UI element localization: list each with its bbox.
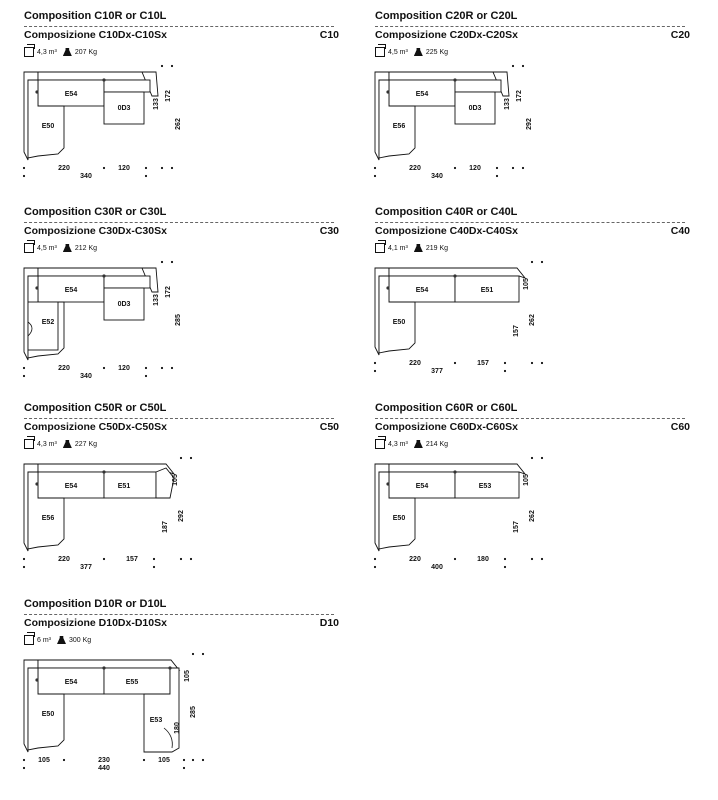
volume-icon bbox=[24, 635, 34, 645]
composition-subtitle: Composizione D10Dx-D10Sx bbox=[24, 617, 167, 629]
dimension-dot bbox=[180, 457, 182, 459]
dimension-dot bbox=[192, 653, 194, 655]
dimension-dot bbox=[374, 167, 376, 169]
dimension-label: 105 bbox=[523, 474, 530, 486]
dimension-dot bbox=[23, 566, 25, 568]
specs-row bbox=[24, 47, 97, 57]
divider bbox=[24, 26, 334, 27]
dimension-dot bbox=[171, 367, 173, 369]
composition-block bbox=[375, 402, 690, 592]
module-label: E54 bbox=[415, 483, 429, 490]
composition-title: Composition C30R or C30L bbox=[24, 206, 167, 218]
joint-marker bbox=[386, 286, 389, 289]
dimension-label: 120 bbox=[118, 165, 130, 172]
floor-plan bbox=[375, 62, 575, 197]
joint-marker bbox=[102, 666, 105, 669]
joint-marker bbox=[35, 286, 38, 289]
dimension-label: 187 bbox=[162, 521, 169, 533]
specs-row bbox=[24, 635, 91, 645]
weight-value: 214 Kg bbox=[425, 440, 449, 448]
composition-code: C10 bbox=[319, 29, 339, 41]
dimension-dot bbox=[531, 362, 533, 364]
dimension-label: 172 bbox=[165, 90, 172, 102]
composition-code: C20 bbox=[670, 29, 690, 41]
composition-block bbox=[24, 10, 339, 200]
dimension-label: 262 bbox=[529, 510, 536, 522]
dimension-dot bbox=[531, 261, 533, 263]
composition-subtitle: Composizione C10Dx-C10Sx bbox=[24, 29, 167, 41]
module-label: E56 bbox=[41, 515, 55, 522]
volume-value: 6 m³ bbox=[37, 636, 51, 644]
dimension-dot bbox=[23, 767, 25, 769]
dimension-dot bbox=[192, 759, 194, 761]
dimension-label: 340 bbox=[80, 173, 92, 180]
dimension-dot bbox=[496, 167, 498, 169]
dimension-dot bbox=[541, 558, 543, 560]
composition-title: Composition C60R or C60L bbox=[375, 402, 518, 414]
module-label: E53 bbox=[149, 717, 163, 724]
composition-block bbox=[375, 10, 690, 200]
joint-marker bbox=[453, 274, 456, 277]
volume-icon bbox=[24, 439, 34, 449]
dimension-dot bbox=[23, 375, 25, 377]
joint-marker bbox=[102, 470, 105, 473]
weight-value: 225 Kg bbox=[425, 48, 449, 56]
divider bbox=[24, 222, 334, 223]
dimension-label: 220 bbox=[58, 165, 70, 172]
composition-block bbox=[24, 206, 339, 396]
module-label: E54 bbox=[64, 287, 78, 294]
module-label: E56 bbox=[392, 123, 406, 130]
joint-marker bbox=[102, 78, 105, 81]
dimension-dot bbox=[23, 759, 25, 761]
dimension-dot bbox=[496, 175, 498, 177]
volume-value: 4,5 m³ bbox=[388, 48, 408, 56]
dimension-dot bbox=[374, 558, 376, 560]
dimension-label: 262 bbox=[175, 118, 182, 130]
composition-block bbox=[24, 598, 339, 788]
dimension-label: 377 bbox=[431, 368, 443, 375]
weight-icon bbox=[63, 244, 72, 252]
dimension-dot bbox=[454, 167, 456, 169]
dimension-dot bbox=[541, 261, 543, 263]
volume-icon bbox=[375, 47, 385, 57]
module-label: 0D3 bbox=[468, 105, 482, 112]
dimension-label: 105 bbox=[158, 757, 170, 764]
module-label: E54 bbox=[64, 91, 78, 98]
composition-subtitle: Composizione C20Dx-C20Sx bbox=[375, 29, 518, 41]
dimension-dot bbox=[504, 362, 506, 364]
dimension-dot bbox=[103, 167, 105, 169]
specs-row bbox=[375, 243, 448, 253]
module-label: 0D3 bbox=[117, 105, 131, 112]
sofa-module bbox=[104, 80, 150, 92]
composition-code: C50 bbox=[319, 421, 339, 433]
floor-plan bbox=[24, 650, 224, 785]
dimension-dot bbox=[531, 457, 533, 459]
dimension-dot bbox=[153, 566, 155, 568]
dimension-dot bbox=[454, 558, 456, 560]
volume-value: 4,5 m³ bbox=[37, 244, 57, 252]
dimension-label: 230 bbox=[98, 757, 110, 764]
dimension-label: 220 bbox=[409, 556, 421, 563]
joint-marker bbox=[453, 470, 456, 473]
dimension-label: 262 bbox=[529, 314, 536, 326]
joint-marker bbox=[102, 274, 105, 277]
module-label: E51 bbox=[480, 287, 494, 294]
dimension-label: 157 bbox=[513, 521, 520, 533]
dimension-dot bbox=[180, 558, 182, 560]
dimension-dot bbox=[504, 558, 506, 560]
dimension-dot bbox=[23, 367, 25, 369]
specs-row bbox=[375, 47, 448, 57]
specs-row bbox=[375, 439, 448, 449]
floor-plan bbox=[375, 258, 575, 393]
floor-plan bbox=[375, 454, 575, 589]
dimension-dot bbox=[504, 566, 506, 568]
module-label: E53 bbox=[478, 483, 492, 490]
dimension-label: 157 bbox=[477, 360, 489, 367]
module-label: E55 bbox=[125, 679, 139, 686]
dimension-label: 292 bbox=[178, 510, 185, 522]
dimension-dot bbox=[103, 558, 105, 560]
volume-value: 4,1 m³ bbox=[388, 244, 408, 252]
module-label: E50 bbox=[41, 711, 55, 718]
dimension-dot bbox=[374, 566, 376, 568]
dimension-dot bbox=[23, 167, 25, 169]
dimension-dot bbox=[145, 375, 147, 377]
joint-marker bbox=[386, 482, 389, 485]
dimension-dot bbox=[23, 175, 25, 177]
floor-plan bbox=[24, 62, 224, 197]
specs-row bbox=[24, 243, 97, 253]
dimension-dot bbox=[504, 370, 506, 372]
dimension-dot bbox=[171, 65, 173, 67]
dimension-dot bbox=[374, 370, 376, 372]
dimension-dot bbox=[183, 759, 185, 761]
module-label: E54 bbox=[415, 91, 429, 98]
weight-value: 207 Kg bbox=[74, 48, 98, 56]
dimension-label: 180 bbox=[477, 556, 489, 563]
dimension-dot bbox=[454, 362, 456, 364]
module-label: E51 bbox=[117, 483, 131, 490]
sofa-module bbox=[28, 302, 58, 350]
dimension-dot bbox=[531, 558, 533, 560]
volume-icon bbox=[24, 243, 34, 253]
divider bbox=[375, 418, 685, 419]
weight-value: 212 Kg bbox=[74, 244, 98, 252]
dimension-dot bbox=[374, 175, 376, 177]
module-label: E50 bbox=[392, 319, 406, 326]
dimension-label: 220 bbox=[58, 556, 70, 563]
weight-icon bbox=[57, 636, 66, 644]
dimension-label: 340 bbox=[80, 373, 92, 380]
composition-subtitle: Composizione C60Dx-C60Sx bbox=[375, 421, 518, 433]
volume-value: 4,3 m³ bbox=[388, 440, 408, 448]
dimension-dot bbox=[512, 65, 514, 67]
composition-title: Composition C20R or C20L bbox=[375, 10, 518, 22]
composition-code: D10 bbox=[319, 617, 339, 629]
dimension-dot bbox=[541, 457, 543, 459]
dimension-dot bbox=[145, 175, 147, 177]
volume-value: 4,3 m³ bbox=[37, 48, 57, 56]
weight-value: 219 Kg bbox=[425, 244, 449, 252]
composition-subtitle: Composizione C30Dx-C30Sx bbox=[24, 225, 167, 237]
dimension-label: 120 bbox=[469, 165, 481, 172]
joint-marker bbox=[35, 90, 38, 93]
joint-marker bbox=[35, 678, 38, 681]
weight-value: 300 Kg bbox=[69, 636, 92, 644]
sofa-module bbox=[104, 276, 150, 288]
dimension-dot bbox=[190, 558, 192, 560]
dimension-label: 172 bbox=[165, 286, 172, 298]
volume-icon bbox=[375, 243, 385, 253]
composition-code: C30 bbox=[319, 225, 339, 237]
composition-subtitle: Composizione C40Dx-C40Sx bbox=[375, 225, 518, 237]
module-label: E52 bbox=[41, 319, 55, 326]
composition-block bbox=[375, 206, 690, 396]
composition-code: C60 bbox=[670, 421, 690, 433]
composition-title: Composition D10R or D10L bbox=[24, 598, 167, 610]
dimension-dot bbox=[171, 167, 173, 169]
joint-marker bbox=[35, 482, 38, 485]
dimension-dot bbox=[153, 558, 155, 560]
joint-marker bbox=[453, 78, 456, 81]
dimension-label: 133 bbox=[504, 98, 511, 110]
dimension-label: 172 bbox=[516, 90, 523, 102]
composition-title: Composition C10R or C10L bbox=[24, 10, 167, 22]
dimension-label: 133 bbox=[153, 294, 160, 306]
dimension-label: 220 bbox=[409, 165, 421, 172]
composition-block bbox=[24, 402, 339, 592]
dimension-dot bbox=[522, 65, 524, 67]
dimension-dot bbox=[541, 362, 543, 364]
module-label: 0D3 bbox=[117, 301, 131, 308]
dimension-dot bbox=[190, 457, 192, 459]
volume-value: 4,3 m³ bbox=[37, 440, 57, 448]
weight-icon bbox=[63, 440, 72, 448]
module-label: E54 bbox=[64, 679, 78, 686]
weight-icon bbox=[414, 48, 423, 56]
composition-title: Composition C50R or C50L bbox=[24, 402, 167, 414]
dimension-label: 180 bbox=[174, 722, 181, 734]
floor-plan bbox=[24, 454, 224, 589]
dimension-label: 105 bbox=[172, 474, 179, 486]
module-label: E54 bbox=[64, 483, 78, 490]
dimension-label: 285 bbox=[190, 706, 197, 718]
composition-code: C40 bbox=[670, 225, 690, 237]
dimension-dot bbox=[171, 261, 173, 263]
dimension-label: 292 bbox=[526, 118, 533, 130]
volume-icon bbox=[24, 47, 34, 57]
weight-icon bbox=[63, 48, 72, 56]
dimension-label: 157 bbox=[126, 556, 138, 563]
dimension-label: 340 bbox=[431, 173, 443, 180]
dimension-dot bbox=[374, 362, 376, 364]
dimension-label: 400 bbox=[431, 564, 443, 571]
dimension-label: 120 bbox=[118, 365, 130, 372]
divider bbox=[375, 222, 685, 223]
module-label: E50 bbox=[41, 123, 55, 130]
weight-icon bbox=[414, 244, 423, 252]
dimension-label: 377 bbox=[80, 564, 92, 571]
dimension-dot bbox=[522, 167, 524, 169]
volume-icon bbox=[375, 439, 385, 449]
composition-subtitle: Composizione C50Dx-C50Sx bbox=[24, 421, 167, 433]
dimension-dot bbox=[161, 65, 163, 67]
dimension-label: 105 bbox=[523, 278, 530, 290]
module-label: E54 bbox=[415, 287, 429, 294]
specs-row bbox=[24, 439, 97, 449]
dimension-dot bbox=[202, 653, 204, 655]
dimension-dot bbox=[103, 367, 105, 369]
dimension-label: 220 bbox=[409, 360, 421, 367]
dimension-dot bbox=[183, 767, 185, 769]
dimension-dot bbox=[161, 167, 163, 169]
dimension-label: 105 bbox=[184, 670, 191, 682]
dimension-label: 220 bbox=[58, 365, 70, 372]
weight-value: 227 Kg bbox=[74, 440, 98, 448]
dimension-label: 285 bbox=[175, 314, 182, 326]
dimension-label: 157 bbox=[513, 325, 520, 337]
dimension-dot bbox=[161, 261, 163, 263]
joint-marker bbox=[386, 90, 389, 93]
dimension-label: 133 bbox=[153, 98, 160, 110]
dimension-label: 105 bbox=[38, 757, 50, 764]
divider bbox=[375, 26, 685, 27]
module-label: E50 bbox=[392, 515, 406, 522]
divider bbox=[24, 418, 334, 419]
dimension-label: 440 bbox=[98, 765, 110, 772]
divider bbox=[24, 614, 334, 615]
dimension-dot bbox=[145, 167, 147, 169]
dimension-dot bbox=[512, 167, 514, 169]
dimension-dot bbox=[143, 759, 145, 761]
sofa-module bbox=[455, 80, 501, 92]
dimension-dot bbox=[161, 367, 163, 369]
dimension-dot bbox=[145, 367, 147, 369]
joint-marker bbox=[168, 666, 171, 669]
weight-icon bbox=[414, 440, 423, 448]
dimension-dot bbox=[23, 558, 25, 560]
floor-plan bbox=[24, 258, 224, 393]
dimension-dot bbox=[202, 759, 204, 761]
dimension-dot bbox=[63, 759, 65, 761]
composition-title: Composition C40R or C40L bbox=[375, 206, 518, 218]
